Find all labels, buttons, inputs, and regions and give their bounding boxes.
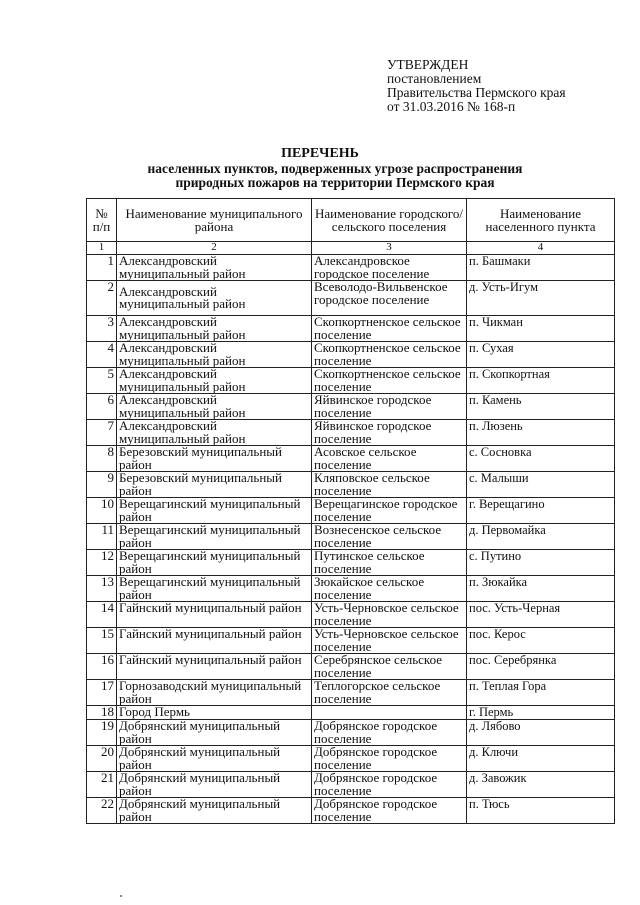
table-row (87, 394, 615, 420)
row-settlement: Яйвинское городское поселение (312, 420, 467, 446)
row-num: 3 (87, 316, 117, 342)
row-settlement: Всеволодо-Вильвенское городское поселение (312, 281, 467, 316)
row-district: Александровский муниципальный район (117, 420, 312, 446)
row-settlement: Скопкортненское сельское поселение (312, 342, 467, 368)
row-place: п. Зюкайка (467, 576, 615, 602)
row-settlement: Александровское городское поселение (312, 255, 467, 281)
table-row (87, 746, 615, 772)
row-settlement: Путинское сельское поселение (312, 550, 467, 576)
row-district: Александровский муниципальный район (117, 255, 312, 281)
row-settlement: Добрянское городское поселение (312, 772, 467, 798)
row-district: Александровский муниципальный район (117, 281, 312, 316)
row-place: п. Башмаки (467, 255, 615, 281)
approval-line-2: постановлением (387, 71, 482, 86)
table-row (87, 498, 615, 524)
row-num: 9 (87, 472, 117, 498)
row-district: Березовский муниципальный район (117, 472, 312, 498)
table-row (87, 654, 615, 680)
row-district: Александровский муниципальный район (117, 394, 312, 420)
row-settlement: Яйвинское городское поселение (312, 394, 467, 420)
table-row (87, 628, 615, 654)
row-district: Верещагинский муниципальный район (117, 498, 312, 524)
table-row (87, 342, 615, 368)
row-place: д. Первомайка (467, 524, 615, 550)
row-place: п. Люзень (467, 420, 615, 446)
row-place: п. Скопкортная (467, 368, 615, 394)
row-district: Верещагинский муниципальный район (117, 550, 312, 576)
row-num: 22 (87, 798, 117, 824)
row-district: Горнозаводский муниципальный район (117, 680, 312, 706)
row-place: п. Сухая (467, 342, 615, 368)
column-number: 3 (312, 242, 467, 255)
row-place: п. Камень (467, 394, 615, 420)
row-settlement: Серебрянское сельское поселение (312, 654, 467, 680)
table-row (87, 255, 615, 281)
row-place: г. Пермь (467, 706, 615, 720)
row-num: 6 (87, 394, 117, 420)
table-row (87, 472, 615, 498)
row-district: Александровский муниципальный район (117, 342, 312, 368)
table-row (87, 550, 615, 576)
header-place: Наименование населенного пункта (467, 199, 615, 242)
row-num: 16 (87, 654, 117, 680)
row-settlement: Усть-Черновское сельское поселение (312, 628, 467, 654)
column-number: 2 (117, 242, 312, 255)
row-settlement: Верещагинское городское поселение (312, 498, 467, 524)
row-place: п. Теплая Гора (467, 680, 615, 706)
scan-speck (120, 895, 122, 897)
row-place: пос. Керос (467, 628, 615, 654)
table-header-row (87, 199, 615, 242)
row-district: Добрянский муниципальный район (117, 746, 312, 772)
subtitle-line-2: природных пожаров на территории Пермского края (175, 175, 495, 190)
row-num: 5 (87, 368, 117, 394)
column-numbers-row (87, 242, 615, 255)
row-place: п. Чикман (467, 316, 615, 342)
row-district: Александровский муниципальный район (117, 316, 312, 342)
row-num: 11 (87, 524, 117, 550)
row-num: 18 (87, 706, 117, 720)
row-num: 1 (87, 255, 117, 281)
row-place: д. Ключи (467, 746, 615, 772)
row-num: 10 (87, 498, 117, 524)
row-district: Добрянский муниципальный район (117, 720, 312, 746)
row-num: 19 (87, 720, 117, 746)
row-num: 7 (87, 420, 117, 446)
row-settlement: Добрянское городское поселение (312, 798, 467, 824)
document-subtitle (110, 162, 560, 190)
row-settlement: Скопкортненское сельское поселение (312, 368, 467, 394)
approval-line-4: от 31.03.2016 № 168-п (387, 99, 516, 114)
row-place: д. Усть-Игум (467, 281, 615, 316)
row-district: Добрянский муниципальный район (117, 772, 312, 798)
settlements-table (86, 198, 615, 824)
table-row (87, 368, 615, 394)
table-row (87, 316, 615, 342)
table-row (87, 720, 615, 746)
row-district: Город Пермь (117, 706, 312, 720)
row-num: 21 (87, 772, 117, 798)
table-row (87, 680, 615, 706)
approval-line-3: Правительства Пермского края (387, 85, 566, 100)
table-row (87, 420, 615, 446)
row-settlement: Асовское сельское поселение (312, 446, 467, 472)
table-row (87, 602, 615, 628)
row-settlement: Усть-Черновское сельское поселение (312, 602, 467, 628)
row-settlement: Добрянское городское поселение (312, 746, 467, 772)
approval-line-1: УТВЕРЖДЕН (387, 57, 469, 72)
row-num: 4 (87, 342, 117, 368)
row-district: Верещагинский муниципальный район (117, 524, 312, 550)
row-num: 13 (87, 576, 117, 602)
row-num: 8 (87, 446, 117, 472)
row-district: Верещагинский муниципальный район (117, 576, 312, 602)
row-district: Гайнский муниципальный район (117, 654, 312, 680)
document-title: ПЕРЕЧЕНЬ (281, 146, 359, 161)
table-row (87, 798, 615, 824)
table-row (87, 706, 615, 720)
row-place: с. Сосновка (467, 446, 615, 472)
header-settlement: Наименование городского/сельского поселения (312, 199, 467, 242)
header-num: № п/п (87, 199, 117, 242)
row-district: Добрянский муниципальный район (117, 798, 312, 824)
row-place: с. Малыши (467, 472, 615, 498)
table-row (87, 576, 615, 602)
row-place: д. Лябово (467, 720, 615, 746)
row-num: 17 (87, 680, 117, 706)
table-row (87, 524, 615, 550)
approval-stamp (387, 58, 566, 114)
row-num: 20 (87, 746, 117, 772)
table-row (87, 446, 615, 472)
row-district: Березовский муниципальный район (117, 446, 312, 472)
row-place: п. Тюсь (467, 798, 615, 824)
row-place: д. Завожик (467, 772, 615, 798)
row-place: г. Верещагино (467, 498, 615, 524)
row-num: 14 (87, 602, 117, 628)
column-number: 4 (467, 242, 615, 255)
row-settlement (312, 706, 467, 720)
table-row (87, 281, 615, 316)
row-place: пос. Серебрянка (467, 654, 615, 680)
subtitle-line-1: населенных пунктов, подверженных угрозе распространения (147, 161, 523, 176)
row-settlement: Вознесенское сельское поселение (312, 524, 467, 550)
row-place: пос. Усть-Черная (467, 602, 615, 628)
row-place: с. Путино (467, 550, 615, 576)
row-num: 15 (87, 628, 117, 654)
header-district: Наименование муниципального района (117, 199, 312, 242)
row-district: Гайнский муниципальный район (117, 602, 312, 628)
row-settlement: Добрянское городское поселение (312, 720, 467, 746)
row-district: Гайнский муниципальный район (117, 628, 312, 654)
row-num: 12 (87, 550, 117, 576)
row-settlement: Зюкайское сельское поселение (312, 576, 467, 602)
row-num: 2 (87, 281, 117, 316)
row-district: Александровский муниципальный район (117, 368, 312, 394)
row-settlement: Теплогорское сельское поселение (312, 680, 467, 706)
row-settlement: Кляповское сельское поселение (312, 472, 467, 498)
column-number: 1 (87, 242, 117, 255)
row-settlement: Скопкортненское сельское поселение (312, 316, 467, 342)
table-row (87, 772, 615, 798)
